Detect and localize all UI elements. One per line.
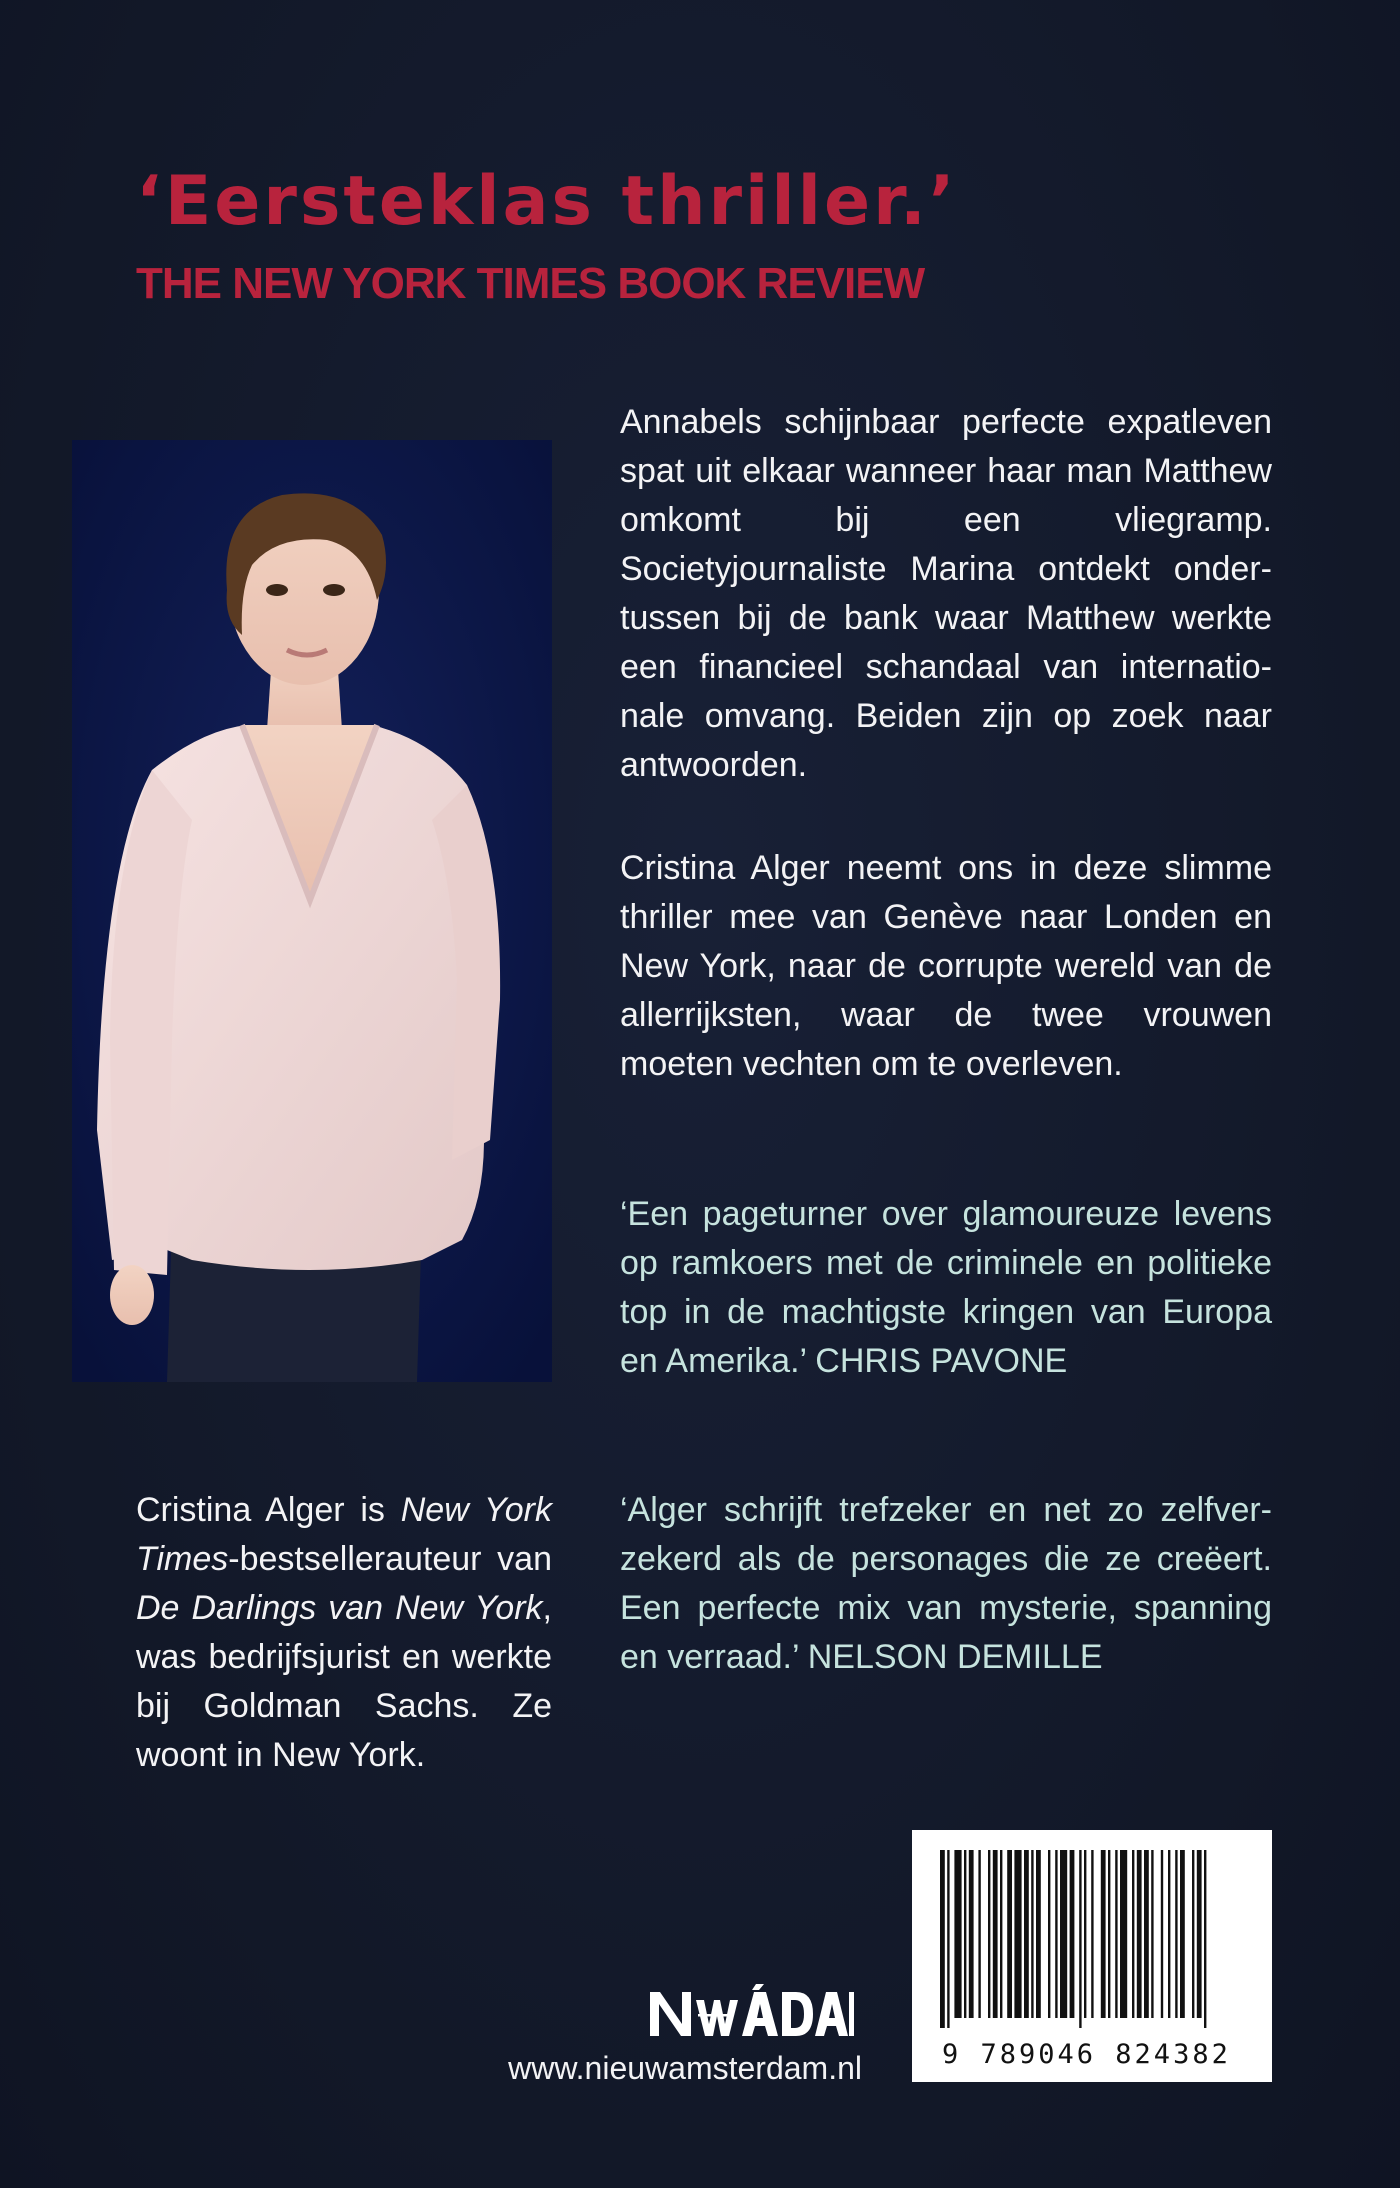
headline-source: THE NEW YORK TIMES BOOK REVIEW: [136, 259, 925, 308]
bio-text: Cristina Alger is: [136, 1491, 401, 1529]
barcode-bars: [912, 1830, 1272, 2040]
bio-text: -bestsellerauteur van: [228, 1540, 552, 1578]
publisher-logo: [648, 1984, 862, 2042]
headline-quote: ‘Eersteklas thriller.’: [136, 162, 958, 241]
author-bio: [136, 1486, 552, 1780]
quote-text: ‘Alger schrijft trefzeker en net zo zelfverzekerd als de personages die ze creëert. Een perfecte mix van mysterie, spanning en verraad.’: [620, 1491, 1272, 1676]
bio-italic-title: De Darlings van New York: [136, 1589, 543, 1627]
publisher-url: www.nieuwamsterdam.nl: [508, 2050, 862, 2086]
bio-text: , was bedrijfsjurist en werkte bij Goldman Sachs. Ze woont in New York.: [136, 1589, 552, 1774]
bio-italic-title: New York Times: [136, 1491, 552, 1578]
quote-text: ‘Een pageturner over glamoureuze levens op ramkoers met de criminele en politieke top in de machtigste kringen van Europa en Amerika.’: [620, 1195, 1272, 1380]
isbn-barcode: [912, 1830, 1272, 2082]
quote-author: NELSON DEMILLE: [807, 1638, 1103, 1676]
isbn-digits: 9 789046 824382: [942, 2039, 1231, 2070]
author-photo: [72, 440, 552, 1382]
review-quote-1: [620, 1190, 1272, 1386]
review-quote-2: [620, 1486, 1272, 1682]
quote-author: CHRIS PAVONE: [815, 1342, 1068, 1380]
blurb-paragraph-1: Annabels schijnbaar perfecte expatleven spat uit elkaar wanneer haar man Matthew omkomt bij een vliegramp. Societyjournaliste Marina ontdekt ondertussen bij de bank waar Matthew werkte een financieel schandaal van internationale omvang. Beiden zijn op zoek naar antwoorden.: [620, 403, 1272, 784]
blurb-paragraph-2: Cristina Alger neemt ons in deze slimme thriller mee van Genève naar Londen en New York, naar de corrupte wereld van de allerrijksten, waar de twee vrouwen moeten vechten om te overleven.: [620, 849, 1272, 1083]
